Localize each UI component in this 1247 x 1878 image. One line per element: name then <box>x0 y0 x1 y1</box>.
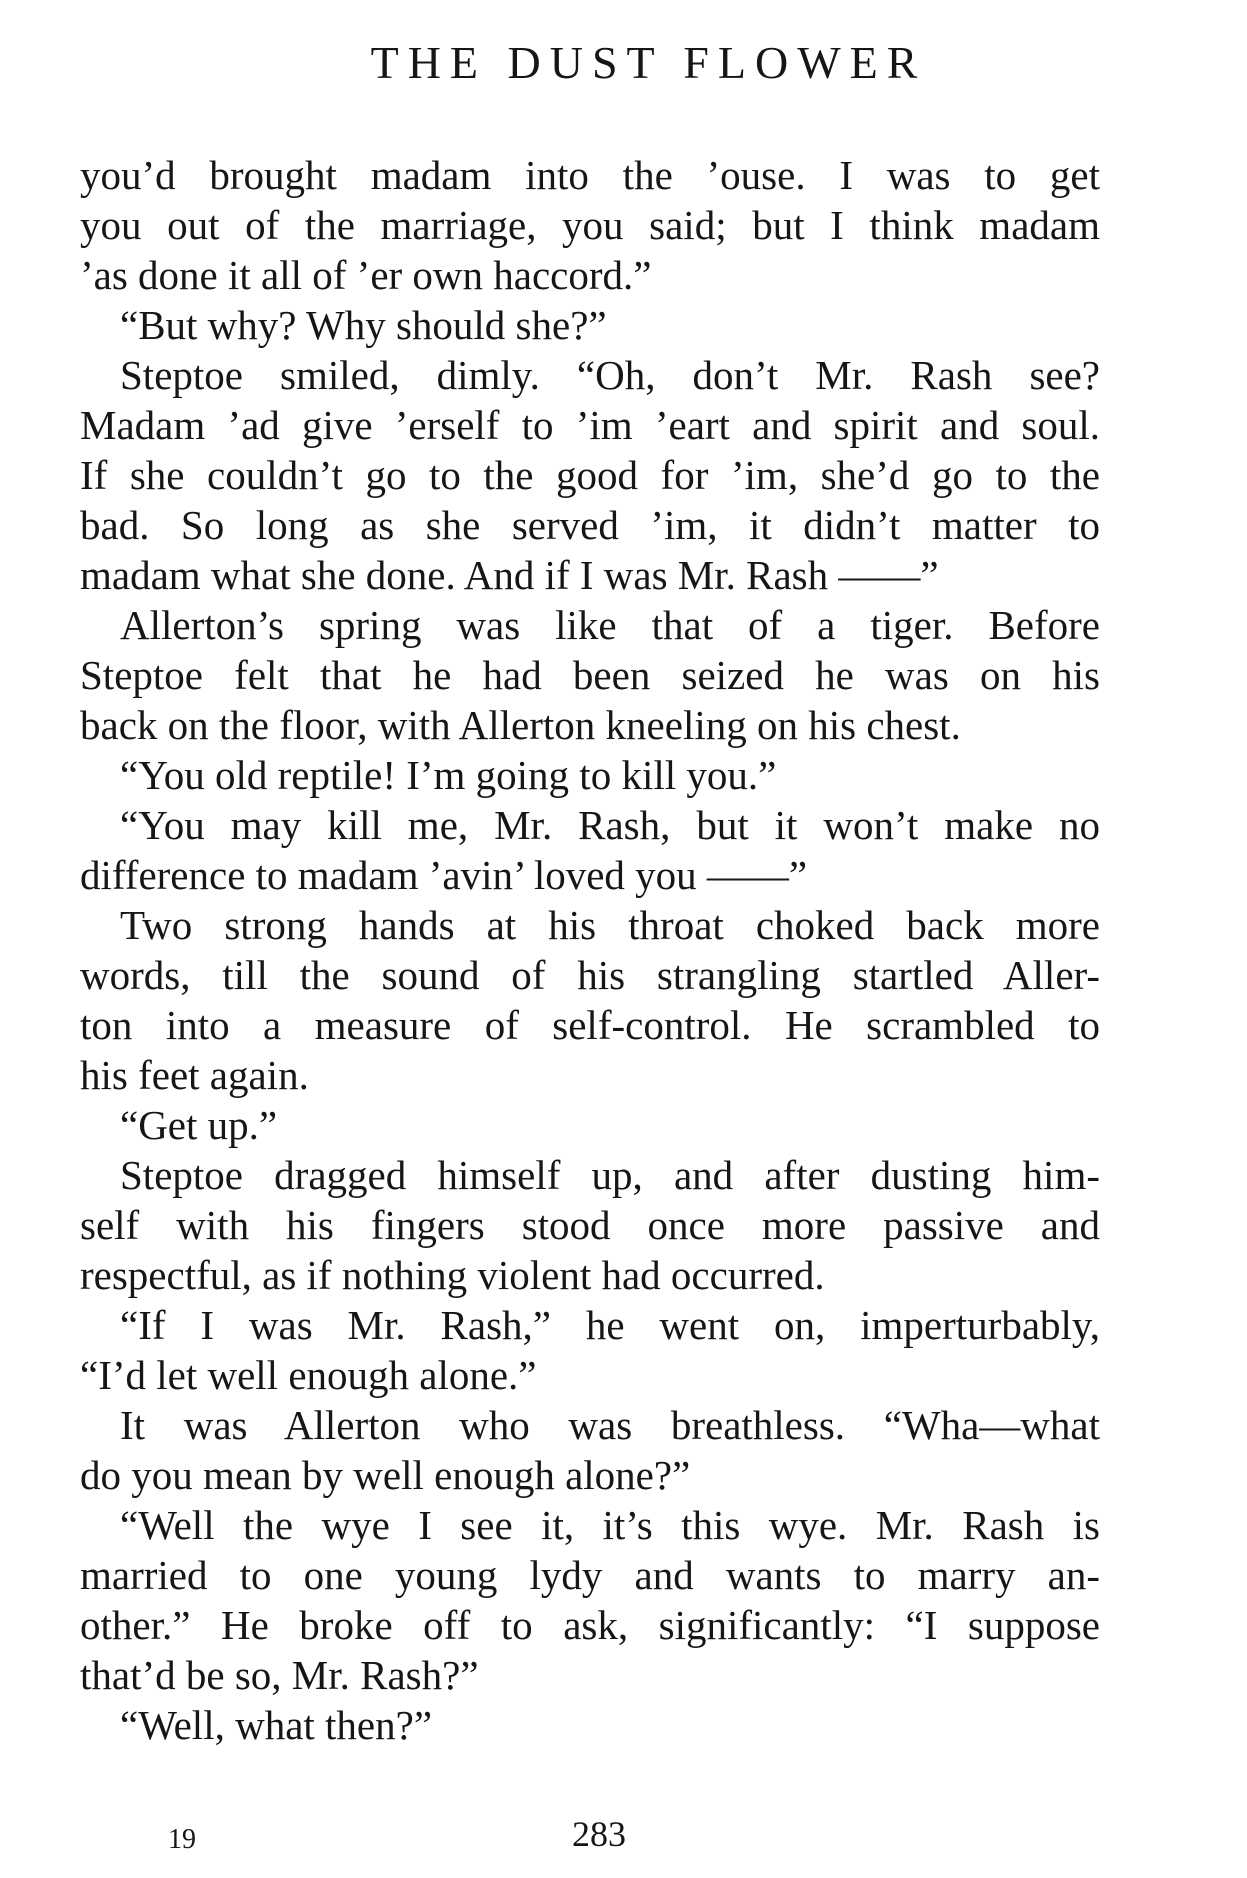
text-line: If she couldn’t go to the good for ’im, she’d go to the <box>80 452 1100 498</box>
text-line: back on the floor, with Allerton kneeling on his chest. <box>80 702 961 748</box>
text-line: “Get up.” <box>120 1102 278 1148</box>
text-line: words, till the sound of his strangling startled Aller- <box>80 952 1100 998</box>
text-line: Madam ’ad give ’erself to ’im ’eart and spirit and soul. <box>80 402 1100 448</box>
text-line: bad. So long as she served ’im, it didn’t matter to <box>80 502 1100 548</box>
text-line: you out of the marriage, you said; but I think madam <box>80 202 1100 248</box>
text-line: Two strong hands at his throat choked back more <box>120 902 1100 948</box>
text-line: Steptoe felt that he had been seized he was on his <box>80 652 1100 698</box>
page-footer <box>0 1814 1247 1860</box>
text-line: do you mean by well enough alone?” <box>80 1452 691 1498</box>
text-line: self with his fingers stood once more passive and <box>80 1202 1100 1248</box>
text-line: you’d brought madam into the ’ouse. I was to get <box>80 152 1100 198</box>
body-text <box>80 150 1100 1750</box>
text-line: ’as done it all of ’er own haccord.” <box>80 252 652 298</box>
text-line: Steptoe smiled, dimly. “Oh, don’t Mr. Rash see? <box>120 352 1100 398</box>
text-line: “But why? Why should she?” <box>120 302 607 348</box>
text-line: “If I was Mr. Rash,” he went on, imperturbably, <box>120 1302 1100 1348</box>
running-head: THE DUST FLOWER <box>370 37 927 88</box>
text-line: madam what she done. And if I was Mr. Rash ——” <box>80 552 939 598</box>
signature-mark: 19 <box>168 1824 196 1855</box>
text-line: Steptoe dragged himself up, and after dusting him- <box>120 1152 1100 1198</box>
text-line: “I’d let well enough alone.” <box>80 1352 537 1398</box>
text-line: “Well, what then?” <box>120 1702 433 1748</box>
text-line: “You old reptile! I’m going to kill you.” <box>120 752 777 798</box>
text-line: his feet again. <box>80 1052 309 1098</box>
text-line: respectful, as if nothing violent had occurred. <box>80 1252 825 1298</box>
text-line: Allerton’s spring was like that of a tiger. Before <box>120 602 1100 648</box>
text-line: It was Allerton who was breathless. “Wha—what <box>120 1402 1100 1448</box>
text-line: married to one young lydy and wants to marry an- <box>80 1552 1100 1598</box>
text-line: other.” He broke off to ask, significantly: “I suppose <box>80 1602 1100 1648</box>
text-line: ton into a measure of self-control. He scrambled to <box>80 1002 1100 1048</box>
text-line: difference to madam ’avin’ loved you ——” <box>80 852 808 898</box>
text-line: “Well the wye I see it, it’s this wye. Mr. Rash is <box>120 1502 1100 1548</box>
page-number: 283 <box>572 1814 626 1854</box>
text-line: that’d be so, Mr. Rash?” <box>80 1652 479 1698</box>
text-line: “You may kill me, Mr. Rash, but it won’t make no <box>120 802 1100 848</box>
